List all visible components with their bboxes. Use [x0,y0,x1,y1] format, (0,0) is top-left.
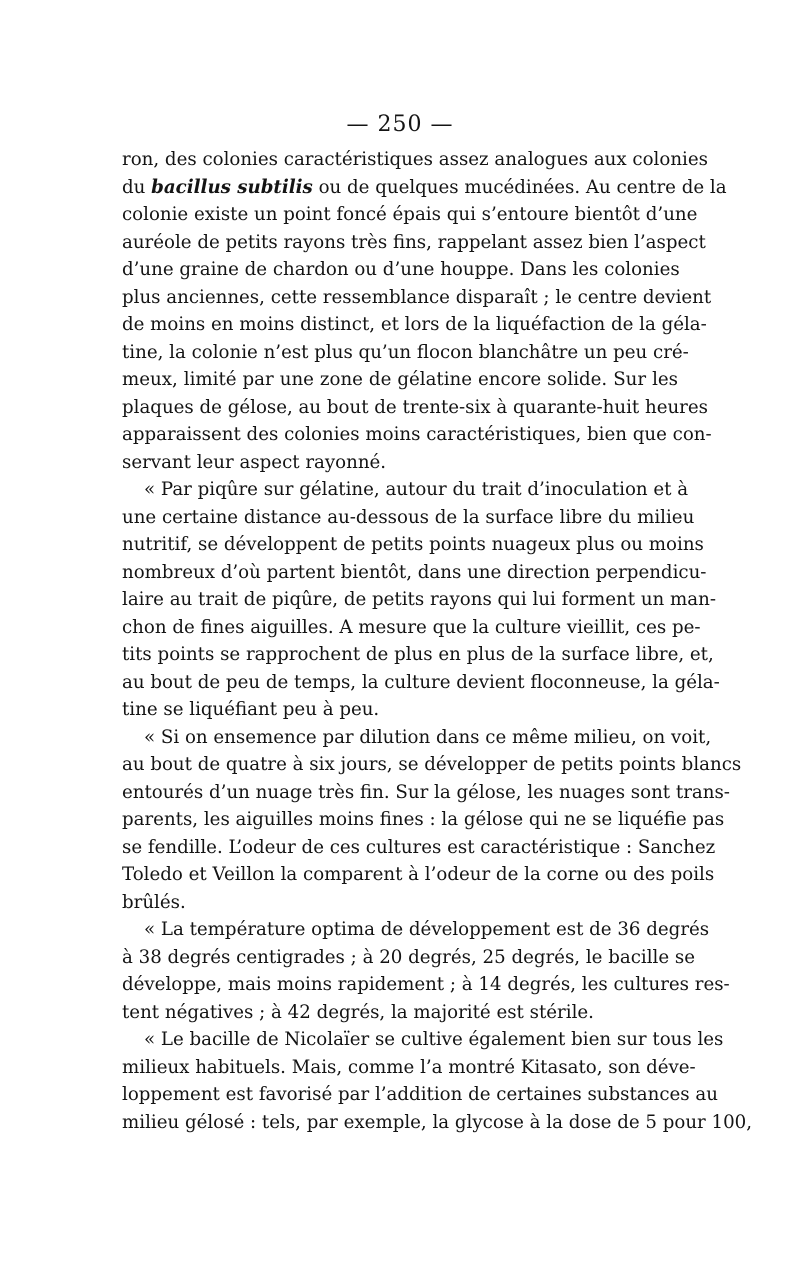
text-line: parents, les aiguilles moins fines : la gélose qui ne se liquéfie pas [122,809,725,830]
text-line: brûlés. [122,891,186,913]
text-line: colonie existe un point foncé épais qui s’entoure bientôt d’une [122,204,698,225]
text-line: nutritif, se développent de petits points nuageux plus ou moins [122,534,704,555]
text-line: « Si on ensemence par dilution dans ce même milieu, on voit, [144,726,712,748]
page-number: — 250 — [346,112,454,137]
text-line: à 38 degrés centigrades ; à 20 degrés, 25 degrés, le bacille se [122,946,695,968]
text-line: « Par piqûre sur gélatine, autour du trait d’inoculation et à [144,479,689,500]
text-line: « Le bacille de Nicolaïer se cultive également bien sur tous les [144,1029,724,1050]
text-line: ron, des colonies caractéristiques assez analogues aux colonies [122,149,708,170]
text-line: de moins en moins distinct, et lors de la liquéfaction de la géla- [122,314,707,335]
text-line: d’une graine de chardon ou d’une houppe. Dans les colonies [122,259,680,280]
text-line: nombreux d’où partent bientôt, dans une direction perpendicu- [122,561,707,583]
text-line: plaques de gélose, au bout de trente-six à quarante-huit heures [122,396,708,418]
text-line: auréole de petits rayons très fins, rappelant assez bien l’aspect [122,231,706,253]
text-line: apparaissent des colonies moins caractéristiques, bien que con- [122,424,712,445]
text-line: entourés d’un nuage très fin. Sur la gélose, les nuages sont trans- [122,781,730,803]
text-line: tine, la colonie n’est plus qu’un flocon blanchâtre un peu cré- [122,341,689,363]
text-line: développe, mais moins rapidement ; à 14 degrés, les cultures res- [122,974,730,995]
text-line: du bacillus subtilis ou de quelques mucédinées. Au centre de la [122,176,727,198]
body-text [122,146,753,1136]
text-line: « La température optima de développement est de 36 degrés [144,919,710,940]
text-line: une certaine distance au-dessous de la surface libre du milieu [122,506,695,528]
text-line: tent négatives ; à 42 degrés, la majorité est stérile. [122,1001,594,1023]
text-line: milieux habituels. Mais, comme l’a montré Kitasato, son déve- [122,1056,696,1078]
text-line: se fendille. L’odeur de ces cultures est caractéristique : Sanchez [122,836,716,858]
text-line: laire au trait de piqûre, de petits rayons qui lui forment un man- [122,589,716,610]
text-line: servant leur aspect rayonné. [122,451,387,473]
text-line: au bout de quatre à six jours, se développer de petits points blancs [122,754,742,775]
text-line: milieu gélosé : tels, par exemple, la glycose à la dose de 5 pour 100, [122,1111,753,1133]
text-line: loppement est favorisé par l’addition de certaines substances au [122,1084,718,1105]
text-line: Toledo et Veillon la comparent à l’odeur de la corne ou des poils [122,864,715,885]
text-line: tine se liquéfiant peu à peu. [122,699,380,720]
text-line: chon de fines aiguilles. A mesure que la culture vieillit, ces pe- [122,616,701,638]
species-name: bacillus subtilis [151,176,313,198]
text-line: au bout de peu de temps, la culture devient floconneuse, la géla- [122,671,720,693]
text-line: tits points se rapprochent de plus en plus de la surface libre, et, [122,644,714,665]
text-line: plus anciennes, cette ressemblance disparaît ; le centre devient [122,286,712,308]
text-line: meux, limité par une zone de gélatine encore solide. Sur les [122,369,678,390]
